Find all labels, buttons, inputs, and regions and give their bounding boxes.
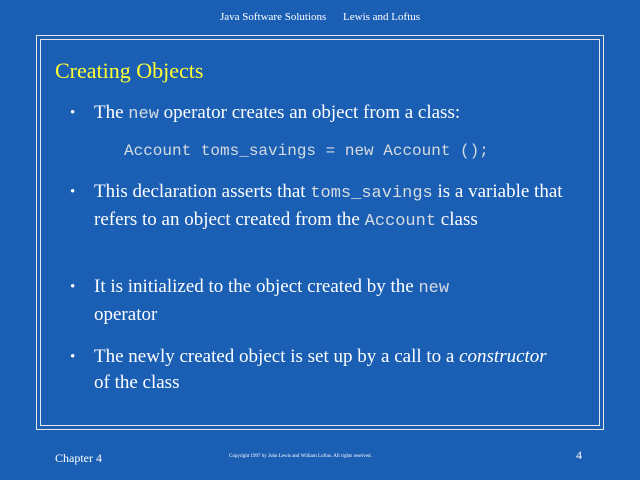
- code-new: new: [418, 279, 450, 298]
- book-title: Java Software Solutions: [219, 11, 327, 23]
- page-number: 4: [576, 448, 582, 462]
- code-example: Account toms_savings = new Account ();: [124, 142, 489, 160]
- authors: Lewis and Loftus: [343, 11, 421, 23]
- slide-title: Creating Objects: [55, 58, 204, 83]
- bullet-initialized: • It is initialized to the object created by the new operator: [70, 276, 450, 325]
- bullet-icon: •: [70, 349, 76, 365]
- bullet-icon: •: [70, 279, 76, 295]
- chapter-label: Chapter 4: [55, 451, 102, 465]
- bullet-icon: •: [70, 105, 76, 121]
- copyright-notice: Copyright 1997 by John Lewis and William Loftus. All rights reserved.: [229, 454, 372, 459]
- code-toms-savings: toms_savings: [310, 184, 433, 203]
- bullet-declaration: • This declaration asserts that toms_savings is a variable that refers to an object created from the Account class: [70, 181, 563, 231]
- bullet-icon: •: [70, 184, 76, 200]
- emphasis-constructor: constructor: [459, 346, 547, 367]
- code-account: Account: [364, 212, 437, 231]
- code-new: new: [128, 105, 159, 124]
- slide-header: [0, 11, 640, 23]
- bullet-constructor: • The newly created object is set up by a call to a constructor of the class: [70, 346, 547, 393]
- bullet-new-operator: • The new operator creates an object from a class:: [70, 102, 461, 124]
